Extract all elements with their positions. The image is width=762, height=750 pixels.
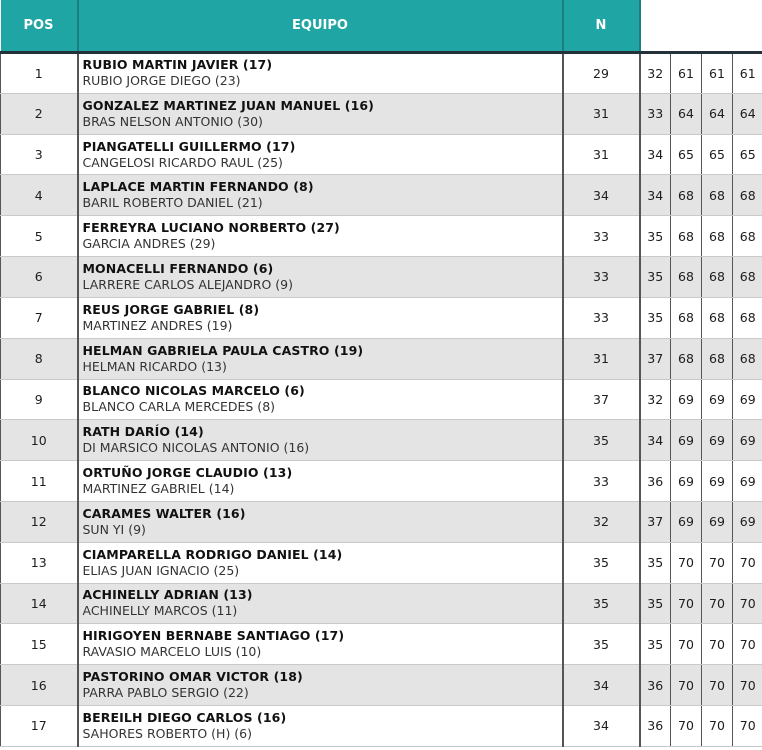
table-row [1, 624, 762, 665]
score-cell-4: 70 [733, 624, 762, 665]
table-row [1, 706, 762, 747]
n-cell: 35 [563, 624, 640, 665]
score-cell-2: 70 [671, 542, 702, 583]
team-cell [78, 583, 563, 624]
score-cell-1: 35 [640, 297, 671, 338]
team-cell [78, 338, 563, 379]
table-row [1, 665, 762, 706]
score-cell-2: 70 [671, 624, 702, 665]
position-cell: 11 [1, 461, 78, 502]
score-cell-2: 65 [671, 134, 702, 175]
player-one-name: ORTUÑO JORGE CLAUDIO (13) [82, 465, 293, 481]
header-team: EQUIPO [78, 0, 563, 53]
position-cell: 15 [1, 624, 78, 665]
n-cell: 31 [563, 134, 640, 175]
table-row [1, 175, 762, 216]
score-cell-3: 70 [702, 542, 733, 583]
score-cell-2: 70 [671, 706, 702, 747]
player-two-name: SAHORES ROBERTO (H) (6) [82, 725, 253, 741]
score-cell-4: 65 [733, 134, 762, 175]
player-two-name: RAVASIO MARCELO LUIS (10) [82, 644, 262, 660]
n-cell: 33 [563, 461, 640, 502]
n-cell: 33 [563, 297, 640, 338]
team-cell [78, 53, 563, 94]
player-two-name: RUBIO JORGE DIEGO (23) [82, 73, 241, 89]
score-cell-1: 36 [640, 461, 671, 502]
n-cell: 29 [563, 53, 640, 94]
score-cell-3: 69 [702, 379, 733, 420]
header-pos: POS [1, 0, 78, 53]
table-row [1, 461, 762, 502]
position-cell: 14 [1, 583, 78, 624]
player-two-name: BRAS NELSON ANTONIO (30) [82, 113, 263, 129]
score-cell-1: 35 [640, 583, 671, 624]
score-cell-2: 68 [671, 175, 702, 216]
score-cell-2: 68 [671, 257, 702, 298]
score-cell-2: 68 [671, 338, 702, 379]
score-cell-1: 35 [640, 257, 671, 298]
position-cell: 9 [1, 379, 78, 420]
n-cell: 35 [563, 542, 640, 583]
table-row [1, 53, 762, 94]
score-cell-1: 36 [640, 706, 671, 747]
team-cell [78, 257, 563, 298]
score-cell-1: 37 [640, 338, 671, 379]
score-cell-1: 34 [640, 175, 671, 216]
team-cell [78, 501, 563, 542]
player-one-name: FERREYRA LUCIANO NORBERTO (27) [82, 220, 340, 236]
team-cell [78, 542, 563, 583]
header-row [1, 0, 762, 53]
team-cell [78, 461, 563, 502]
score-cell-2: 68 [671, 297, 702, 338]
score-cell-4: 68 [733, 297, 762, 338]
score-cell-2: 61 [671, 53, 702, 94]
position-cell: 6 [1, 257, 78, 298]
score-cell-4: 69 [733, 461, 762, 502]
score-cell-3: 68 [702, 175, 733, 216]
score-cell-1: 33 [640, 93, 671, 134]
score-cell-4: 64 [733, 93, 762, 134]
table-row [1, 379, 762, 420]
n-cell: 34 [563, 706, 640, 747]
position-cell: 3 [1, 134, 78, 175]
score-cell-4: 68 [733, 216, 762, 257]
player-two-name: MARTINEZ ANDRES (19) [82, 317, 233, 333]
table-row [1, 542, 762, 583]
player-one-name: RUBIO MARTIN JAVIER (17) [82, 57, 273, 73]
table-row [1, 93, 762, 134]
team-cell [78, 175, 563, 216]
score-cell-1: 37 [640, 501, 671, 542]
player-two-name: SUN YI (9) [82, 521, 146, 537]
position-cell: 13 [1, 542, 78, 583]
player-one-name: REUS JORGE GABRIEL (8) [82, 301, 260, 317]
player-one-name: CIAMPARELLA RODRIGO DANIEL (14) [82, 546, 343, 562]
position-cell: 4 [1, 175, 78, 216]
player-two-name: GARCIA ANDRES (29) [82, 236, 216, 252]
team-cell [78, 134, 563, 175]
position-cell: 8 [1, 338, 78, 379]
player-one-name: PASTORINO OMAR VICTOR (18) [82, 669, 303, 685]
score-cell-2: 70 [671, 665, 702, 706]
player-two-name: ACHINELLY MARCOS (11) [82, 603, 238, 619]
player-two-name: ELIAS JUAN IGNACIO (25) [82, 562, 240, 578]
player-one-name: BLANCO NICOLAS MARCELO (6) [82, 383, 305, 399]
score-cell-4: 69 [733, 379, 762, 420]
score-cell-4: 61 [733, 53, 762, 94]
n-cell: 34 [563, 665, 640, 706]
score-cell-1: 36 [640, 665, 671, 706]
player-one-name: PIANGATELLI GUILLERMO (17) [82, 138, 296, 154]
score-cell-3: 68 [702, 257, 733, 298]
player-one-name: HELMAN GABRIELA PAULA CASTRO (19) [82, 342, 364, 358]
score-cell-2: 69 [671, 461, 702, 502]
player-one-name: GONZALEZ MARTINEZ JUAN MANUEL (16) [82, 97, 374, 113]
score-cell-3: 69 [702, 501, 733, 542]
score-cell-1: 34 [640, 420, 671, 461]
header-blank [640, 0, 762, 53]
table-row [1, 338, 762, 379]
score-cell-4: 69 [733, 420, 762, 461]
player-two-name: MARTINEZ GABRIEL (14) [82, 481, 235, 497]
score-cell-3: 70 [702, 583, 733, 624]
score-cell-3: 65 [702, 134, 733, 175]
score-cell-3: 64 [702, 93, 733, 134]
player-two-name: HELMAN RICARDO (13) [82, 358, 227, 374]
score-cell-3: 68 [702, 338, 733, 379]
position-cell: 17 [1, 706, 78, 747]
score-cell-2: 69 [671, 501, 702, 542]
score-cell-4: 70 [733, 665, 762, 706]
score-cell-3: 70 [702, 624, 733, 665]
player-one-name: ACHINELLY ADRIAN (13) [82, 587, 253, 603]
score-cell-4: 69 [733, 501, 762, 542]
n-cell: 37 [563, 379, 640, 420]
score-cell-3: 69 [702, 461, 733, 502]
n-cell: 35 [563, 583, 640, 624]
position-cell: 12 [1, 501, 78, 542]
score-cell-3: 70 [702, 706, 733, 747]
score-cell-2: 69 [671, 379, 702, 420]
table-row [1, 257, 762, 298]
table-row [1, 297, 762, 338]
n-cell: 31 [563, 338, 640, 379]
n-cell: 31 [563, 93, 640, 134]
team-cell [78, 420, 563, 461]
header-n: N [563, 0, 640, 53]
player-two-name: BLANCO CARLA MERCEDES (8) [82, 399, 276, 415]
player-two-name: DI MARSICO NICOLAS ANTONIO (16) [82, 440, 310, 456]
score-cell-3: 68 [702, 297, 733, 338]
n-cell: 32 [563, 501, 640, 542]
player-one-name: RATH DARÍO (14) [82, 424, 204, 440]
player-two-name: PARRA PABLO SERGIO (22) [82, 685, 249, 701]
team-cell [78, 624, 563, 665]
table-row [1, 134, 762, 175]
player-one-name: BEREILH DIEGO CARLOS (16) [82, 709, 287, 725]
score-cell-2: 70 [671, 583, 702, 624]
score-cell-4: 70 [733, 542, 762, 583]
n-cell: 33 [563, 257, 640, 298]
score-cell-2: 68 [671, 216, 702, 257]
score-cell-3: 68 [702, 216, 733, 257]
n-cell: 33 [563, 216, 640, 257]
score-cell-4: 70 [733, 583, 762, 624]
score-cell-1: 32 [640, 379, 671, 420]
score-cell-4: 68 [733, 257, 762, 298]
score-cell-3: 69 [702, 420, 733, 461]
player-two-name: BARIL ROBERTO DANIEL (21) [82, 195, 263, 211]
team-cell [78, 706, 563, 747]
score-cell-1: 35 [640, 624, 671, 665]
score-cell-1: 35 [640, 542, 671, 583]
position-cell: 5 [1, 216, 78, 257]
team-cell [78, 665, 563, 706]
team-cell [78, 216, 563, 257]
player-two-name: LARRERE CARLOS ALEJANDRO (9) [82, 276, 293, 292]
table-row [1, 501, 762, 542]
position-cell: 16 [1, 665, 78, 706]
position-cell: 10 [1, 420, 78, 461]
position-cell: 2 [1, 93, 78, 134]
player-one-name: MONACELLI FERNANDO (6) [82, 260, 274, 276]
score-cell-1: 35 [640, 216, 671, 257]
score-cell-4: 70 [733, 706, 762, 747]
n-cell: 34 [563, 175, 640, 216]
position-cell: 7 [1, 297, 78, 338]
score-cell-2: 64 [671, 93, 702, 134]
player-one-name: LAPLACE MARTIN FERNANDO (8) [82, 179, 314, 195]
player-one-name: HIRIGOYEN BERNABE SANTIAGO (17) [82, 628, 345, 644]
table-row [1, 583, 762, 624]
position-cell: 1 [1, 53, 78, 94]
n-cell: 35 [563, 420, 640, 461]
score-cell-2: 69 [671, 420, 702, 461]
table-row [1, 216, 762, 257]
player-two-name: CANGELOSI RICARDO RAUL (25) [82, 154, 283, 170]
table-row [1, 420, 762, 461]
team-cell [78, 297, 563, 338]
score-cell-1: 32 [640, 53, 671, 94]
score-cell-4: 68 [733, 175, 762, 216]
team-cell [78, 379, 563, 420]
player-one-name: CARAMES WALTER (16) [82, 505, 246, 521]
score-cell-3: 70 [702, 665, 733, 706]
score-cell-1: 34 [640, 134, 671, 175]
team-cell [78, 93, 563, 134]
score-cell-4: 68 [733, 338, 762, 379]
score-cell-3: 61 [702, 53, 733, 94]
